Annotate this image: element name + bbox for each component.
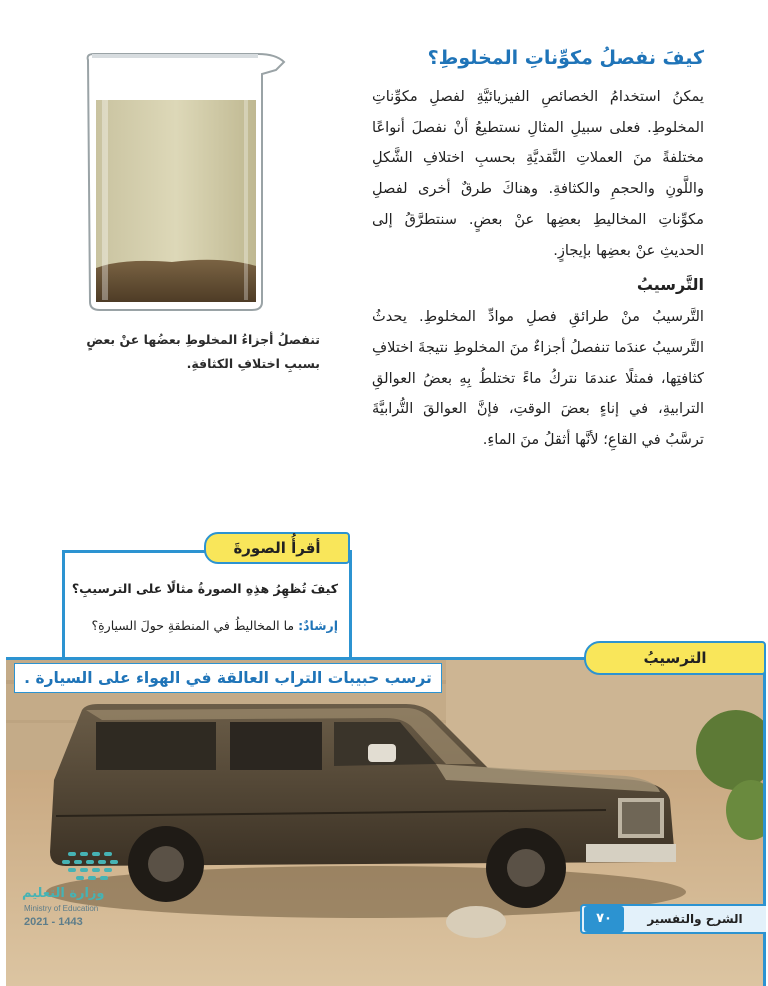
read-picture-question: كيفَ تُظهِرُ هذِهِ الصورةُ مثالًا على الترسيبِ؟ <box>71 581 338 596</box>
main-text-column <box>372 40 704 456</box>
intro-paragraph: يمكنُ استخدامُ الخصائصِ الفيزيائيَّةِ لفصلِ مكوِّناتِ المخلوطِ. فعلى سبيلِ المثالِ نستطيعُ أنْ نفصلَ أنواعًا مختلفةً منَ العملاتِ النَّقديَّةِ بحسبِ اختلافِ الشَّكلِ واللَّونِ والحجمِ والكثافةِ. وهناكَ طرقٌ أخرى لفصلِ مكوِّناتِ المخاليطِ بعضِها عنْ بعضٍ. سنتطرَّقُ إلى الحديثِ عنْ بعضِها بإيجازٍ. <box>372 88 704 259</box>
hint-text: ما المخاليطُ في المنطقةِ حولَ السيارةِ؟ <box>91 618 295 633</box>
ministry-year: 2021 - 1443 <box>24 916 83 928</box>
photo-tab: الترسيبُ <box>584 641 766 675</box>
page-footer <box>580 904 766 934</box>
photo-caption: ترسب حبيبات التراب العالقة في الهواء على السيارة . <box>14 663 442 693</box>
beaker-image <box>62 40 292 320</box>
read-picture-tab: أقرأُ الصورةَ <box>204 532 350 564</box>
section-title: كيفَ نفصلُ مكوِّناتِ المخلوطِ؟ <box>427 47 704 69</box>
sedimentation-paragraph: التَّرسيبُ منْ طرائقِ فصلِ موادِّ المخلوطِ. يحدثُ التَّرسيبُ عندَما تنفصلُ أجزاءٌ منَ المخلوطِ نتيجةَ اختلافِ كثافتِها، فمثلًا عندمَا نتركُ ماءً تختلطُ بِهِ بعضُ العوالقِ الترابيةِ، في إناءٍ بعضَ الوقتِ، فإنَّ العوالقَ التُّرابيَّةَ ترسَّبُ في القاعِ؛ لأنَّها أثقلُ منَ الماءِ. <box>372 308 704 449</box>
subsection-title: التَّرسيبُ <box>636 275 704 295</box>
ministry-name-en: Ministry of Education <box>24 904 99 913</box>
car-photo <box>6 657 766 986</box>
read-picture-box <box>62 550 352 662</box>
ministry-name-ar: وزارة التعليم <box>22 886 105 901</box>
page-number: ٧٠ <box>584 906 624 932</box>
read-picture-hint <box>70 618 338 633</box>
hint-label: إرشادٌ: <box>298 618 338 633</box>
beaker-caption: تنفصلُ أجزاءُ المخلوطِ بعضُها عنْ بعضٍ بسببِ اختلافِ الكثافةِ. <box>86 332 320 371</box>
footer-section-label: الشرح والتفسير <box>647 912 743 926</box>
